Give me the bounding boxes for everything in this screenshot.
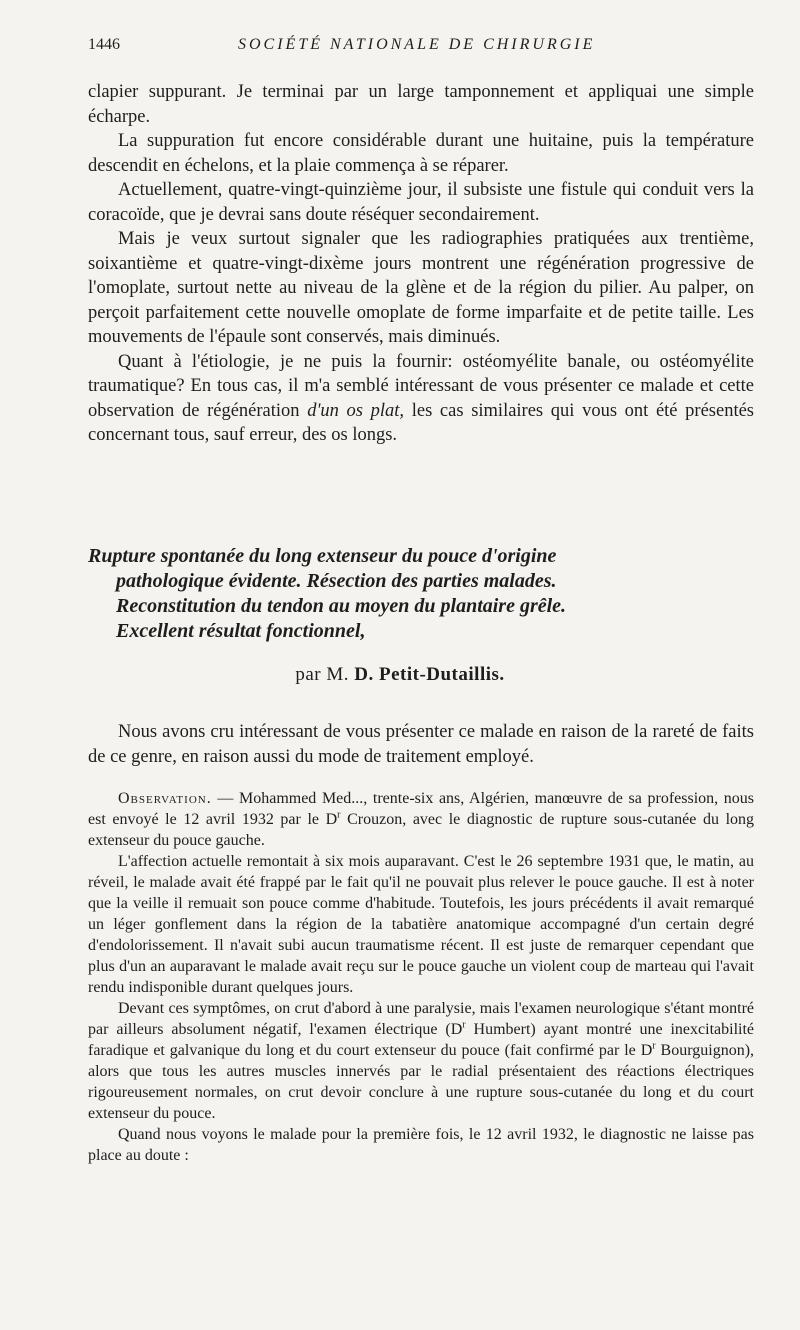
paragraph bbox=[88, 350, 754, 448]
paragraph-text: Bourguignon), alors que tous les autres muscles innervés par le radial présentaient des réactions électriques rigoureusement normales, on crut devoir conclure à une rupture sous-cutanée du long et du court extenseur du pouce. bbox=[88, 1042, 755, 1122]
page-number: 1446 bbox=[88, 36, 120, 53]
observation-label: Observation. bbox=[118, 790, 212, 807]
paragraph-text: Devant ces symptômes, on crut d'abord à une paralysie, mais l'examen neurologique s'étant montré par ailleurs absolument négatif, l'examen électrique (D bbox=[88, 1000, 754, 1038]
running-title: SOCIÉTÉ NATIONALE DE CHIRURGIE bbox=[238, 36, 596, 53]
superscript: r bbox=[337, 809, 341, 821]
paragraph: clapier suppurant. Je terminai par un large tamponnement et appliquai une simple écharpe. bbox=[88, 82, 754, 127]
paragraph-text: les cas similaires qui vous ont été présentés concernant tous, sauf erreur, des os longs. bbox=[88, 400, 755, 445]
paragraph: La suppuration fut encore considérable durant une huitaine, puis la température descendit en échelons, et la plaie commença à se réparer. bbox=[88, 131, 754, 176]
title-line: Rupture spontanée du long extenseur du pouce d'origine bbox=[88, 545, 557, 567]
title-line: Excellent résultat fonctionnel, bbox=[116, 620, 366, 642]
byline bbox=[0, 664, 800, 686]
paragraph: Mais je veux surtout signaler que les radiographies pratiquées aux trentième, soixantième et quatre-vingt-dixème jours montrent une régénération progressive de l'omoplate, surtout nette au niveau de la glène et de la région du pilier. Au palper, on perçoit parfaitement cette nouvelle omoplate de forme imparfaite et de petite taille. Les mouvements de l'épaule sont conservés, mais diminués. bbox=[88, 229, 754, 347]
continued-text bbox=[88, 80, 754, 448]
title-line: Reconstitution du tendon au moyen du plantaire grêle. bbox=[116, 595, 567, 617]
paragraph-text: Quant à l'étiologie, je ne puis la fournir: ostéomyélite banale, ou ostéomyélite traumatique? En tous cas, il m'a semblé intéressant de vous présenter ce malade et cette observation de régénération bbox=[88, 351, 754, 421]
intro-text bbox=[88, 720, 754, 769]
author-name: D. Petit-Dutaillis. bbox=[354, 664, 505, 685]
italic-phrase: d'un os plat, bbox=[307, 400, 405, 421]
paragraph bbox=[88, 998, 754, 1124]
article-title bbox=[88, 544, 758, 644]
paragraph-text: Crouzon, avec le diagnostic de rupture sous-cutanée du long extenseur du pouce gauche. bbox=[88, 811, 755, 849]
superscript: r bbox=[462, 1019, 466, 1031]
paragraph-text: Humbert) ayant montré une inexcitabilité faradique et galvanique du long et du court extenseur du pouce (fait confirmé par le D bbox=[88, 1021, 755, 1059]
byline-prefix: par M. bbox=[295, 664, 349, 685]
paragraph: L'affection actuelle remontait à six mois auparavant. C'est le 26 septembre 1931 que, le matin, au réveil, le malade avait été frappé par le fait qu'il ne pouvait plus relever le pouce gauche. Il est à noter que la veille il remuait son pouce comme d'habitude. Toutefois, les jours précédents il avait remarqué un léger gonflement dans la région de la tabatière anatomique accompagné d'un certain degré d'endolorissement. Il n'avait subi aucun traumatisme récent. Il est juste de remarquer cependant que plus d'un an auparavant le malade avait reçu sur le pouce gauche un violent coup de marteau qui l'avait rendu indisponible durant quelques jours. bbox=[88, 853, 754, 996]
title-line: pathologique évidente. Résection des parties malades. bbox=[116, 570, 557, 592]
page-header bbox=[88, 36, 752, 60]
paragraph: Quand nous voyons le malade pour la première fois, le 12 avril 1932, le diagnostic ne laisse pas place au doute : bbox=[88, 1126, 754, 1164]
superscript: r bbox=[652, 1040, 656, 1052]
paragraph: Actuellement, quatre-vingt-quinzième jour, il subsiste une fistule qui conduit vers la coracoïde, que je devrai sans doute réséquer secondairement. bbox=[88, 180, 754, 225]
paragraph bbox=[88, 788, 754, 851]
observation-section bbox=[88, 788, 754, 1166]
paragraph-text: — Mohammed Med..., trente-six ans, Algérien, manœuvre de sa profession, nous est envoyé le 12 avril 1932 par le D bbox=[88, 790, 755, 828]
paragraph: Nous avons cru intéressant de vous présenter ce malade en raison de la rareté de faits de ce genre, en raison aussi du mode de traitement employé. bbox=[88, 722, 754, 767]
